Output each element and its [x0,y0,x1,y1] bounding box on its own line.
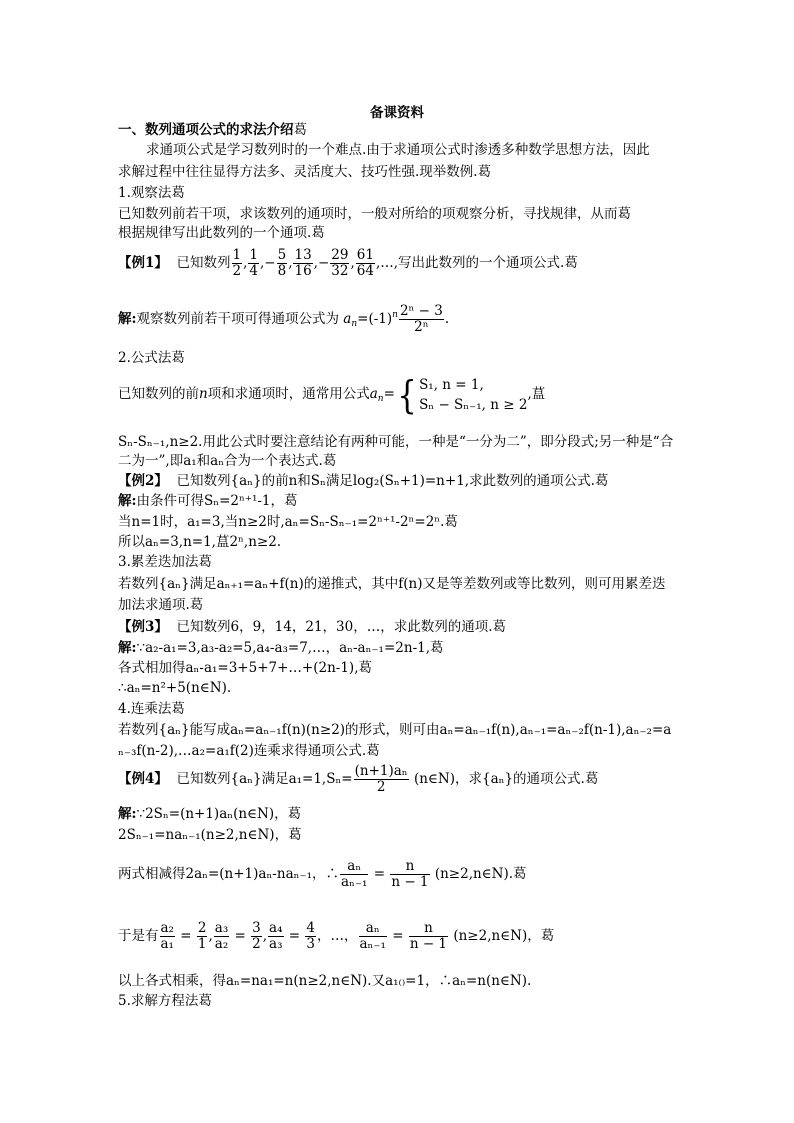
example-2-solution-3: 所以aₙ=3,n=1,蒀2ⁿ,n≥2. [118,534,282,550]
example-3: 【例3】 已知数列6，9，14，21，30，…，求此数列的通项.葛 [118,619,507,635]
example-2-solution-1: 解:由条件可得Sₙ=2ⁿ⁺¹-1，葛 [118,493,298,509]
example-3-solution-3: ∴aₙ=n²+5(n∈N). [118,680,232,696]
example-3-solution-2: 各式相加得aₙ-a₁=3+5+7+…+(2n-1),葛 [118,660,372,676]
fraction: $\frac{n}{n - 1}$ [391,858,429,890]
section-heading: 一、数列通项公式的求法介绍葛 [118,122,307,138]
example-1-label: 【例1】 [118,255,168,271]
fraction: $\frac{61}{64}$ [356,247,374,279]
method-1-title: 1.观察法葛 [118,185,185,201]
method-4-line-1: 若数列{aₙ}能写成aₙ=aₙ₋₁f(n)(n≥2)的形式，则可由aₙ=aₙ₋₁f(n),aₙ₋₁=aₙ₋₂f(n-1),aₙ₋₂=a [118,722,672,738]
page-title: 备课资料 [370,105,424,121]
fraction: $\frac{1}{2}$ [232,247,242,279]
example-1-solution: 解:观察数列前若干项可得通项公式为 $a_n=(-1)^n$ $\frac{\text{2ⁿ − 3}}{\text{2ⁿ}}$ . [118,303,450,335]
example-1: 【例1】 已知数列 $\frac{1}{2}$ , $\frac{1}{4}$ ,− $\frac{5}{8}$ , $\frac{13}{16}$ ,− $\frac{29}{32}$ , $\frac{61}{64}$ ,…,写出此数列的一个通项公式.葛 [118,247,578,279]
method-5-title: 5.求解方程法葛 [118,993,212,1009]
method-1-line-2: 根据规律写出此数列的一个通项.葛 [118,225,325,241]
example-2-solution-2: 当n=1时，a₁=3,当n≥2时,aₙ=Sₙ-Sₙ₋₁=2ⁿ⁺¹-2ⁿ=2ⁿ.葛 [118,514,458,530]
method-4-line-2: ₙ₋₃f(n-2),…a₂=a₁f(2)连乘求得通项公式.葛 [118,743,380,759]
fraction: $\frac{\text{a₂}}{\text{a₁}}$ [160,920,174,952]
fraction: $\frac{\text{aₙ}}{\text{aₙ₋₁}}$ [341,858,368,890]
example-4-solution-2: 2Sₙ₋₁=naₙ₋₁(n≥2,n∈N)，葛 [118,827,302,843]
method-2-line-1: 已知数列的前n项和求通项时，通常用公式$a_n=${ S₁, n = 1, Sₙ − Sₙ₋₁, n ≥ 2 ,蒀 [118,373,546,417]
fraction: $\frac{29}{32}$ [331,247,349,279]
fraction: $\frac{\text{a₄}}{\text{a₃}}$ [269,920,283,952]
method-4-title: 4.连乘法葛 [118,701,185,717]
example-2: 【例2】 已知数列{aₙ}的前n和Sₙ满足log₂(Sₙ+1)=n+1,求此数列的通项公式.葛 [118,473,609,489]
example-4-solution-3: 两式相减得2aₙ=(n+1)aₙ-naₙ₋₁，∴ $\frac{\text{aₙ}}{\text{aₙ₋₁}}$ = $\frac{n}{n - 1}$ (n≥2,n∈N).葛 [118,858,527,890]
fraction: $\frac{13}{16}$ [294,247,312,279]
method-2-line-3: 二为一”,即a₁和aₙ合为一个表达式.葛 [118,453,337,469]
intro-line-2: 求解过程中往往显得方法多、灵活度大、技巧性强.现举数例.葛 [118,164,492,180]
fraction: $\frac{3}{2}$ [252,920,261,952]
fraction: $\frac{5}{8}$ [277,247,287,279]
fraction: $\frac{\text{(n+1)aₙ}}{2}$ [354,763,408,795]
example-4-solution-4: 于是有 $\frac{\text{a₂}}{\text{a₁}}$ = $\frac{2}{1}$ , $\frac{\text{a₃}}{\text{a₂}}$ = $\frac{3}{2}$ , $\frac{\text{a₄}}{\text{a₃}}$ = $\frac{4}{3}$ ，…， $\frac{\text{aₙ}}{\text{aₙ₋₁}}$ = $\frac{n}{n - 1}$ (n≥2,n∈N)，葛 [118,920,555,952]
method-3-line-1: 若数列{aₙ}满足aₙ₊₁=aₙ+f(n)的递推式，其中f(n)又是等差数列或等比数列，则可用累差迭 [118,576,666,592]
method-3-title: 3.累差迭加法葛 [118,554,212,570]
example-4: 【例4】 已知数列{aₙ}满足a₁=1,Sₙ= $\frac{\text{(n+1)aₙ}}{2}$ (n∈N)，求{aₙ}的通项公式.葛 [118,763,599,795]
fraction: $\frac{\text{2ⁿ − 3}}{\text{2ⁿ}}$ [399,303,443,335]
example-3-solution-1: 解:∵a₂-a₁=3,a₃-a₂=5,a₄-a₃=7,…，aₙ-aₙ₋₁=2n-1,葛 [118,640,444,656]
method-1-line-1: 已知数列前若干项，求该数列的通项时，一般对所给的项观察分析，寻找规律，从而葛 [118,206,631,222]
method-2-title: 2.公式法葛 [118,350,185,366]
fraction: $\frac{2}{1}$ [197,920,207,952]
intro-line-1: 求通项公式是学习数列时的一个难点.由于求通项公式时渗透多种数学思想方法，因此 [146,142,650,158]
method-2-line-2: Sₙ-Sₙ₋₁,n≥2.用此公式时要注意结论有两种可能，一种是“一分为二”，即分段式;另一种是“合 [118,434,674,450]
example-4-solution-1: 解:∵2Sₙ=(n+1)aₙ(n∈N)，葛 [118,806,302,822]
fraction: $\frac{4}{3}$ [306,920,315,952]
fraction: $\frac{1}{4}$ [249,247,258,279]
fraction: $\frac{\text{a₃}}{\text{a₂}}$ [214,920,229,952]
method-3-line-2: 加法求通项.葛 [118,597,204,613]
fraction: $\frac{n}{n - 1}$ [409,920,448,952]
cases-brace: { S₁, n = 1, Sₙ − Sₙ₋₁, n ≥ 2 [397,373,528,417]
example-4-solution-5: 以上各式相乘，得aₙ=na₁=n(n≥2,n∈N).又a₁₍₎=1，∴aₙ=n(n∈N). [118,973,532,989]
fraction: $\frac{\text{aₙ}}{\text{aₙ₋₁}}$ [359,920,386,952]
